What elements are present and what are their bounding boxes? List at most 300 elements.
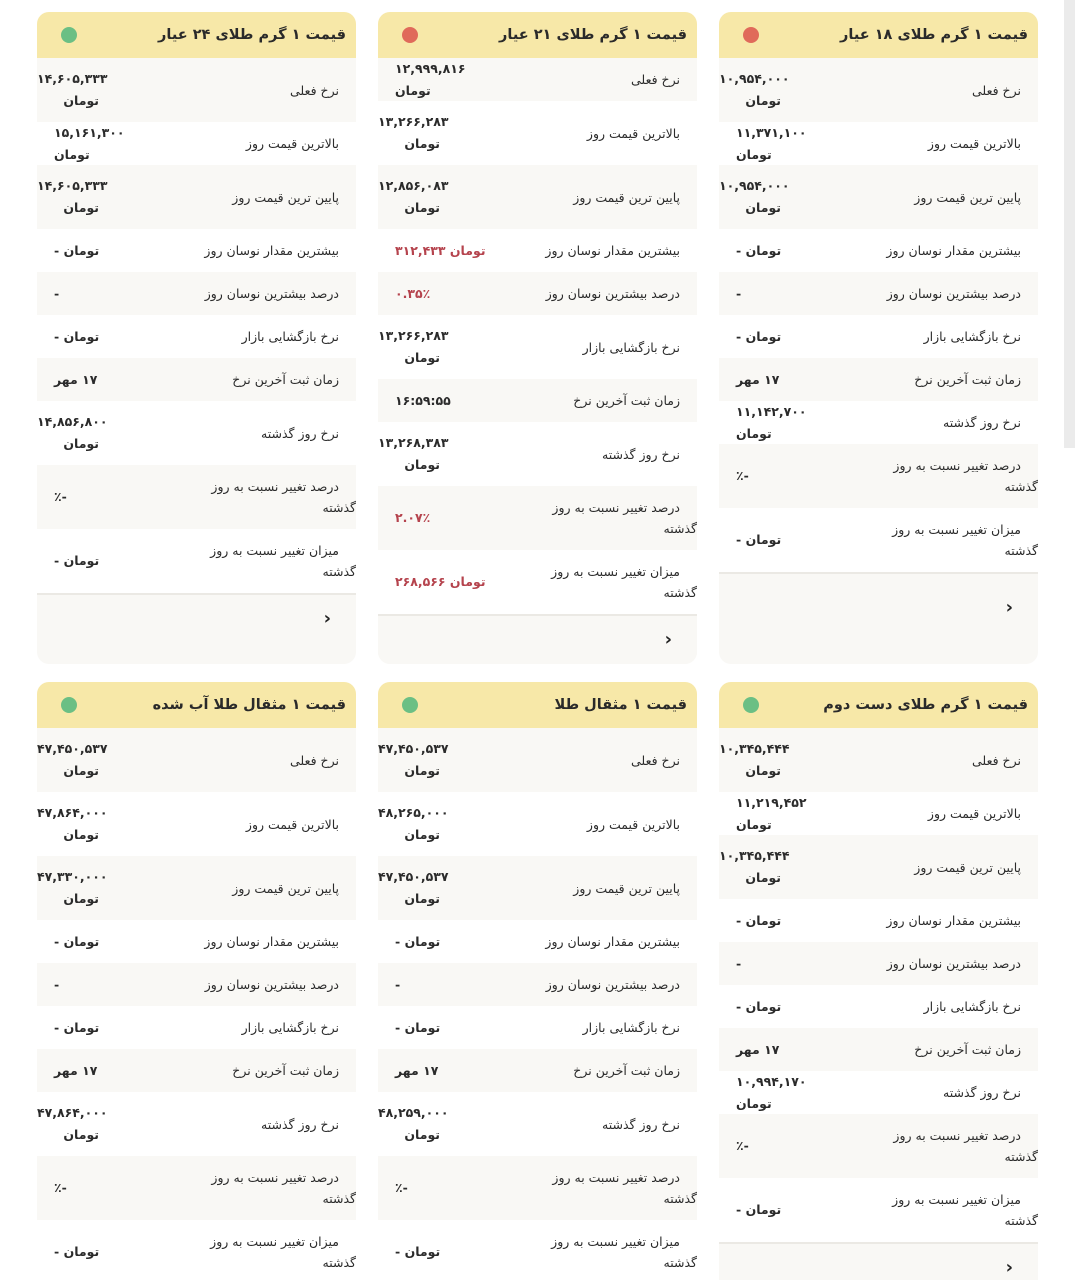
card-title: قیمت ۱ گرم طلای ۲۱ عیار (499, 27, 687, 43)
value (378, 1102, 493, 1146)
value-unit: تومان (63, 436, 99, 451)
value-unit: تومان (449, 242, 486, 258)
value (378, 1017, 493, 1039)
value-unit: تومان (63, 891, 99, 906)
label-line: گذشته (1004, 1149, 1038, 1164)
value-number: ۱۴,۶۰۵,۳۳۳ (37, 178, 108, 193)
label-line: میزان تغییر نسبت به روز (892, 522, 1021, 537)
label: پایین ترین قیمت روز (232, 189, 339, 205)
status-dot-up-icon (402, 697, 418, 713)
row-change-percent (719, 444, 1038, 508)
label: زمان ثبت آخرین نرخ (914, 1042, 1021, 1057)
card-footer (719, 1242, 1038, 1280)
value: ٪- (736, 1138, 749, 1153)
row-change-percent (37, 1156, 356, 1220)
value: ٪- (54, 1180, 67, 1195)
scrollbar[interactable] (1064, 0, 1075, 448)
label (530, 497, 697, 539)
value: - (395, 976, 401, 992)
row-previous-day-rate (378, 1092, 697, 1156)
card-header (37, 682, 356, 728)
value: - (54, 976, 60, 992)
value-number: ۴۸,۲۶۵,۰۰۰ (378, 805, 449, 820)
label: نرخ روز گذشته (602, 1116, 680, 1132)
chevron-left-icon[interactable]: ‹ (1005, 1257, 1013, 1278)
value-number: - (736, 998, 742, 1014)
value (37, 175, 152, 219)
row-change-percent (37, 465, 356, 529)
value: ٪- (395, 1180, 408, 1195)
value-unit: تومان (54, 146, 90, 162)
value (37, 738, 152, 782)
row-change-amount (719, 1178, 1038, 1242)
value (378, 111, 493, 155)
label: نرخ روز گذشته (261, 425, 339, 441)
value: ٪- (54, 489, 67, 504)
label: بیشترین مقدار نوسان روز (886, 913, 1021, 928)
value-unit: تومان (395, 82, 431, 98)
value (378, 571, 493, 593)
row-previous-day-rate (719, 401, 1038, 444)
row-day-high (37, 122, 356, 165)
value-unit: تومان (745, 328, 782, 344)
label (189, 476, 356, 518)
label: بالاترین قیمت روز (586, 125, 680, 141)
value-number: ۱۳,۲۶۶,۲۸۳ (378, 114, 449, 129)
label (871, 1189, 1038, 1231)
value-unit: تومان (745, 532, 782, 547)
label-line: گذشته (663, 1191, 697, 1206)
row-day-low (378, 856, 697, 920)
value (378, 802, 493, 846)
card-gold-mithqal (378, 682, 697, 1280)
label: بیشترین مقدار نوسان روز (545, 243, 680, 258)
label: بیشترین مقدار نوسان روز (886, 243, 1021, 258)
value (719, 122, 834, 166)
label-line: درصد تغییر نسبت به روز (893, 1128, 1021, 1143)
value (719, 1199, 834, 1221)
card-header (378, 12, 697, 58)
card-header (37, 12, 356, 58)
value (378, 325, 493, 369)
chevron-left-icon[interactable]: ‹ (323, 608, 331, 629)
label: پایین ترین قیمت روز (914, 189, 1021, 205)
row-market-open-rate (719, 315, 1038, 358)
value-number: - (395, 1244, 401, 1259)
value-number: - (736, 532, 742, 547)
value (37, 1241, 152, 1263)
value (378, 175, 493, 219)
label (189, 540, 356, 582)
card-title: قیمت ۱ مثقال طلا (554, 697, 687, 713)
value-unit: تومان (745, 998, 782, 1014)
value-number: - (54, 1019, 60, 1035)
value: ۱۷ مهر (54, 371, 98, 387)
label: نرخ روز گذشته (261, 1116, 339, 1132)
status-dot-up-icon (61, 27, 77, 43)
value-unit: تومان (404, 1127, 440, 1142)
status-dot-down-icon (402, 27, 418, 43)
label-line: میزان تغییر نسبت به روز (210, 543, 339, 558)
label-line: گذشته (1004, 1213, 1038, 1228)
value: ۱۷ مهر (736, 1041, 780, 1057)
value-unit: تومان (745, 200, 781, 215)
card-footer (378, 614, 697, 664)
status-dot-up-icon (743, 697, 759, 713)
label-line: گذشته (1004, 479, 1038, 494)
card-gold-melted-mithqal (37, 682, 356, 1280)
label: درصد بیشترین نوسان روز (204, 286, 339, 301)
row-max-fluctuation-percent (719, 272, 1038, 315)
value (378, 58, 493, 102)
value (719, 68, 834, 112)
label (530, 1231, 697, 1273)
row-market-open-rate (378, 1006, 697, 1049)
card-gold-second-hand (719, 682, 1038, 1280)
value: - (736, 285, 742, 301)
value-unit: تومان (63, 1019, 100, 1035)
value-number: - (736, 912, 742, 928)
value: ۱۷ مهر (395, 1062, 439, 1078)
label: زمان ثبت آخرین نرخ (232, 1063, 339, 1078)
value-unit: تومان (736, 816, 772, 832)
row-max-fluctuation-percent (378, 963, 697, 1006)
label (871, 1125, 1038, 1167)
label (871, 455, 1038, 497)
value-unit: تومان (404, 457, 440, 472)
value (37, 931, 152, 953)
label-line: میزان تغییر نسبت به روز (551, 564, 680, 579)
label: پایین ترین قیمت روز (232, 880, 339, 896)
label: درصد بیشترین نوسان روز (886, 956, 1021, 971)
row-last-update-time (719, 358, 1038, 401)
value-unit: تومان (404, 891, 440, 906)
card-footer (37, 593, 356, 643)
value (37, 550, 152, 572)
row-market-open-rate (37, 315, 356, 358)
row-day-low (37, 856, 356, 920)
value (719, 326, 834, 348)
value-number: ۱۲,۹۹۹,۸۱۶ (395, 60, 466, 76)
label: زمان ثبت آخرین نرخ (573, 393, 680, 408)
value-number: ۱۲,۸۵۶,۰۸۳ (378, 178, 449, 193)
row-max-fluctuation-amount (378, 229, 697, 272)
status-dot-up-icon (61, 697, 77, 713)
value (37, 411, 152, 455)
value-number: - (54, 242, 60, 258)
value-number: - (54, 1244, 60, 1259)
label: پایین ترین قیمت روز (573, 189, 680, 205)
row-current-rate (719, 58, 1038, 122)
label-line: درصد تغییر نسبت به روز (552, 1170, 680, 1185)
value-number: - (736, 328, 742, 344)
value-unit: تومان (745, 912, 782, 928)
label: نرخ روز گذشته (943, 415, 1021, 430)
value: - (54, 285, 60, 301)
value (719, 996, 834, 1018)
value-number: ۱۵,۱۶۱,۳۰۰ (54, 124, 125, 140)
value-number: ۴۷,۴۵۰,۵۳۷ (378, 741, 449, 756)
value: ۲.۰۷٪ (395, 510, 431, 525)
row-day-high (378, 792, 697, 856)
value-number: ۱۰,۹۵۴,۰۰۰ (719, 178, 790, 193)
value-number: ۱۳,۲۶۸,۳۸۳ (378, 435, 449, 450)
value-number: ۳۱۲,۴۳۳ (395, 242, 446, 258)
label-line: گذشته (322, 1191, 356, 1206)
value-number: - (54, 933, 60, 949)
row-day-low (719, 165, 1038, 229)
value (37, 68, 152, 112)
value-unit: تومان (63, 242, 100, 258)
row-current-rate (37, 58, 356, 122)
row-previous-day-rate (378, 422, 697, 486)
row-max-fluctuation-percent (37, 272, 356, 315)
row-max-fluctuation-percent (378, 272, 697, 315)
label-line: میزان تغییر نسبت به روز (210, 1234, 339, 1249)
label: نرخ بازگشایی بازار (582, 339, 680, 355)
row-change-amount (378, 1220, 697, 1280)
row-current-rate (719, 728, 1038, 792)
value-unit: تومان (745, 242, 782, 258)
row-market-open-rate (719, 985, 1038, 1028)
value (378, 240, 493, 262)
value-number: ۲۶۸,۵۶۶ (395, 574, 446, 589)
row-previous-day-rate (37, 401, 356, 465)
value-number: ۱۰,۹۵۴,۰۰۰ (719, 71, 790, 86)
label-line: درصد تغییر نسبت به روز (211, 1170, 339, 1185)
value: ۱۷ مهر (736, 371, 780, 387)
value-unit: تومان (63, 328, 100, 344)
row-change-percent (378, 486, 697, 550)
value: ۱۶:۵۹:۵۵ (395, 392, 451, 408)
row-change-amount (719, 508, 1038, 572)
value-number: ۴۷,۸۶۴,۰۰۰ (37, 1105, 108, 1120)
label: بالاترین قیمت روز (245, 136, 339, 151)
label: بالاترین قیمت روز (927, 806, 1021, 821)
label: نرخ روز گذشته (602, 446, 680, 462)
value-unit: تومان (736, 146, 772, 162)
row-last-update-time (378, 379, 697, 422)
value-unit: تومان (404, 933, 441, 949)
label-line: درصد تغییر نسبت به روز (893, 458, 1021, 473)
value-number: ۴۷,۴۵۰,۵۳۷ (378, 869, 449, 884)
row-current-rate (378, 728, 697, 792)
card-gold-24k (37, 12, 356, 664)
row-max-fluctuation-amount (378, 920, 697, 963)
value-number: - (54, 553, 60, 568)
label: نرخ فعلی (290, 82, 339, 98)
row-day-high (719, 792, 1038, 835)
value-unit: تومان (63, 1127, 99, 1142)
label: نرخ بازگشایی بازار (241, 1020, 339, 1035)
value (37, 1102, 152, 1146)
label-line: گذشته (1004, 543, 1038, 558)
label: درصد بیشترین نوسان روز (545, 286, 680, 301)
row-change-amount (37, 529, 356, 593)
label-line: گذشته (663, 585, 697, 600)
value (37, 326, 152, 348)
row-max-fluctuation-percent (719, 942, 1038, 985)
value-unit: تومان (745, 93, 781, 108)
label: نرخ بازگشایی بازار (923, 329, 1021, 344)
label-line: گذشته (322, 500, 356, 515)
label (189, 1167, 356, 1209)
label: درصد بیشترین نوسان روز (204, 977, 339, 992)
value-number: - (736, 1202, 742, 1217)
value (719, 240, 834, 262)
value (37, 1017, 152, 1039)
label (530, 1167, 697, 1209)
row-change-percent (719, 1114, 1038, 1178)
row-day-high (378, 101, 697, 165)
row-last-update-time (719, 1028, 1038, 1071)
value (719, 792, 834, 836)
value-number: - (395, 933, 401, 949)
label: پایین ترین قیمت روز (914, 859, 1021, 875)
card-title: قیمت ۱ مثقال طلا آب شده (152, 697, 346, 713)
label: بالاترین قیمت روز (927, 136, 1021, 151)
value-unit: تومان (745, 763, 781, 778)
label: نرخ فعلی (972, 82, 1021, 98)
card-header (719, 12, 1038, 58)
value (719, 529, 834, 551)
value-number: ۱۳,۲۶۶,۲۸۳ (378, 328, 449, 343)
card-footer (719, 572, 1038, 642)
card-title: قیمت ۱ گرم طلای ۱۸ عیار (840, 27, 1028, 43)
label: نرخ فعلی (290, 752, 339, 768)
row-day-low (37, 165, 356, 229)
value-number: ۴۸,۲۵۹,۰۰۰ (378, 1105, 449, 1120)
card-title: قیمت ۱ گرم طلای دست دوم (823, 697, 1028, 713)
row-day-low (719, 835, 1038, 899)
value-number: ۱۱,۳۷۱,۱۰۰ (736, 124, 807, 140)
value (37, 866, 152, 910)
value-number: - (395, 1019, 401, 1035)
row-last-update-time (378, 1049, 697, 1092)
value-unit: تومان (404, 350, 440, 365)
label: نرخ فعلی (631, 72, 680, 87)
value-unit: تومان (404, 827, 440, 842)
value (37, 122, 152, 166)
label: درصد بیشترین نوسان روز (886, 286, 1021, 301)
value (719, 738, 834, 782)
row-market-open-rate (37, 1006, 356, 1049)
value-unit: تومان (736, 425, 772, 441)
label (530, 561, 697, 603)
value-unit: تومان (63, 200, 99, 215)
label-line: گذشته (663, 1255, 697, 1270)
label-line: گذشته (663, 521, 697, 536)
label: بیشترین مقدار نوسان روز (204, 934, 339, 949)
label: نرخ فعلی (631, 752, 680, 768)
chevron-left-icon[interactable]: ‹ (1005, 597, 1013, 618)
label: نرخ بازگشایی بازار (241, 329, 339, 344)
label: بالاترین قیمت روز (245, 816, 339, 832)
row-max-fluctuation-amount (719, 229, 1038, 272)
value-unit: تومان (745, 1202, 782, 1217)
value-unit: تومان (63, 763, 99, 778)
label: زمان ثبت آخرین نرخ (232, 372, 339, 387)
value (378, 1241, 493, 1263)
value (719, 910, 834, 932)
label (871, 519, 1038, 561)
value (719, 845, 834, 889)
row-market-open-rate (378, 315, 697, 379)
card-gold-18k (719, 12, 1038, 664)
value-number: ۴۷,۸۶۴,۰۰۰ (37, 805, 108, 820)
row-last-update-time (37, 358, 356, 401)
value-number: ۱۰,۳۴۵,۴۴۴ (719, 848, 790, 863)
value (719, 175, 834, 219)
row-current-rate (37, 728, 356, 792)
label: زمان ثبت آخرین نرخ (914, 372, 1021, 387)
value: ٪- (736, 468, 749, 483)
value (719, 1071, 834, 1115)
value (37, 240, 152, 262)
label-line: درصد تغییر نسبت به روز (211, 479, 339, 494)
label-line: درصد تغییر نسبت به روز (552, 500, 680, 515)
value (378, 432, 493, 476)
row-max-fluctuation-amount (37, 920, 356, 963)
label: بیشترین مقدار نوسان روز (545, 934, 680, 949)
row-last-update-time (37, 1049, 356, 1092)
value-unit: تومان (63, 827, 99, 842)
status-dot-down-icon (743, 27, 759, 43)
label: بیشترین مقدار نوسان روز (204, 243, 339, 258)
row-day-high (719, 122, 1038, 165)
value: - (736, 955, 742, 971)
row-max-fluctuation-percent (37, 963, 356, 1006)
value-unit: تومان (63, 933, 100, 949)
value-number: ۴۷,۳۳۰,۰۰۰ (37, 869, 108, 884)
value (37, 802, 152, 846)
value-unit: تومان (63, 1244, 100, 1259)
value-unit: تومان (404, 763, 440, 778)
value-unit: تومان (736, 1095, 772, 1111)
value-number: - (54, 328, 60, 344)
label: زمان ثبت آخرین نرخ (573, 1063, 680, 1078)
label-line: گذشته (322, 1255, 356, 1270)
value-unit: تومان (404, 1019, 441, 1035)
row-change-percent (378, 1156, 697, 1220)
label: پایین ترین قیمت روز (573, 880, 680, 896)
value-unit: تومان (404, 1244, 441, 1259)
chevron-left-icon[interactable]: ‹ (664, 629, 672, 650)
card-gold-21k (378, 12, 697, 664)
value-unit: تومان (449, 574, 486, 589)
value: ۱۷ مهر (54, 1062, 98, 1078)
label: نرخ فعلی (972, 752, 1021, 768)
value-number: ۴۷,۴۵۰,۵۳۷ (37, 741, 108, 756)
row-max-fluctuation-amount (719, 899, 1038, 942)
value-unit: تومان (404, 136, 440, 151)
card-title: قیمت ۱ گرم طلای ۲۴ عیار (158, 27, 346, 43)
value (719, 401, 834, 445)
value-number: ۱۴,۶۰۵,۳۳۳ (37, 71, 108, 86)
value-unit: تومان (63, 553, 100, 568)
label-line: گذشته (322, 564, 356, 579)
value-number: ۱۰,۳۴۵,۴۴۴ (719, 741, 790, 756)
label: نرخ روز گذشته (943, 1085, 1021, 1100)
label: بالاترین قیمت روز (586, 816, 680, 832)
row-change-amount (37, 1220, 356, 1280)
value-unit: تومان (745, 870, 781, 885)
row-previous-day-rate (37, 1092, 356, 1156)
label-line: میزان تغییر نسبت به روز (892, 1192, 1021, 1207)
label: نرخ بازگشایی بازار (923, 999, 1021, 1014)
label-line: میزان تغییر نسبت به روز (551, 1234, 680, 1249)
value (378, 738, 493, 782)
